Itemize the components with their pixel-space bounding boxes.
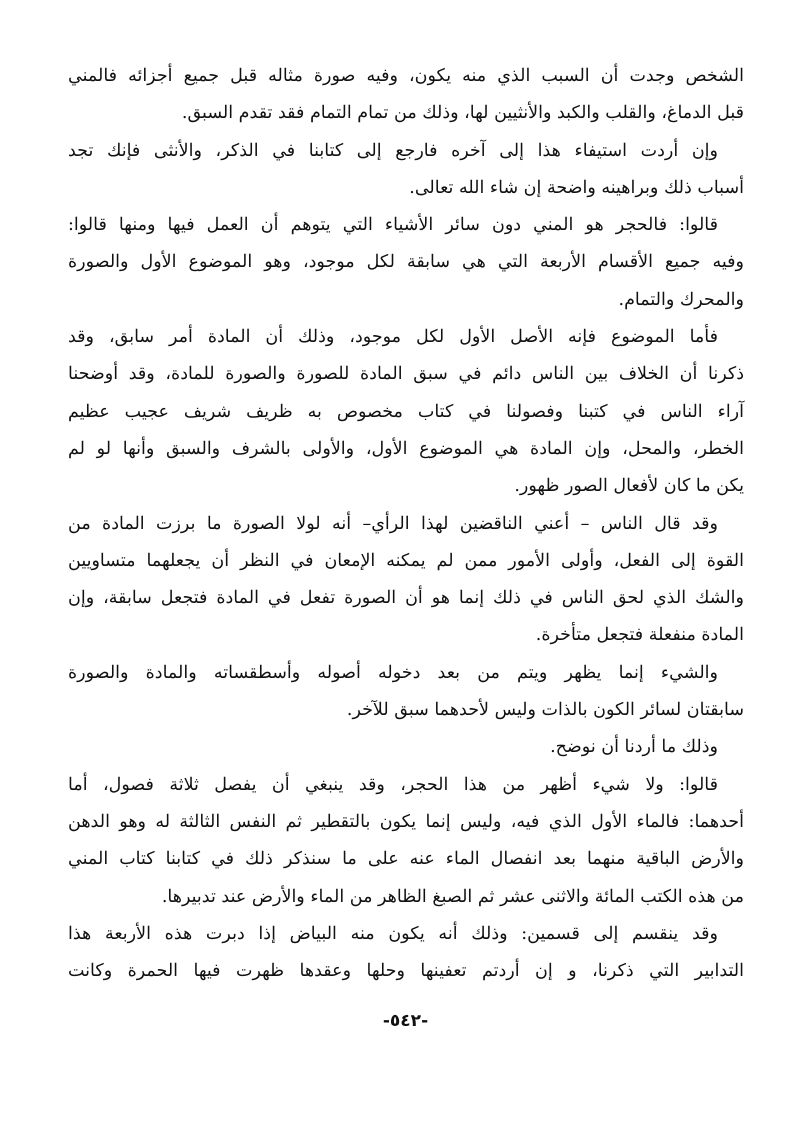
- text-line: آراء الناس في كتبنا وفصولنا في كتاب مخصوص به ظريف شريف عجيب عظيم: [68, 401, 744, 422]
- text-line: قالوا: ولا شيء أظهر من هذا الحجر، وقد ينبغي أن يفصل ثلاثة فصول، أما: [68, 774, 718, 795]
- text-line: من هذه الكتب المائة والاثنى عشر ثم الصبغ الظاهر من الماء والأرض عند تدبيرها.: [161, 886, 744, 907]
- paragraph: [68, 133, 744, 208]
- text-line: ذكرنا أن الخلاف بين الناس دائم في سبق المادة للصورة والصورة للمادة، وقد أوضحنا: [68, 364, 744, 385]
- text-line: وقد ينقسم إلى قسمين: وذلك أنه يكون منه البياض إذا دبرت هذه الأربعة هذا: [68, 923, 718, 944]
- text-line: وإن أردت استيفاء هذا إلى آخره فارجع إلى كتابنا في الذكر، والأنثى فإنك تجد: [68, 140, 718, 161]
- text-line: سابقتان لسائر الكون بالذات وليس لأحدهما سبق للآخر.: [346, 700, 744, 721]
- paragraph: [68, 767, 744, 916]
- text-line: قبل الدماغ، والقلب والكبد والأنثيين لها، وذلك من تمام التمام فقد تقدم السبق.: [181, 103, 744, 124]
- page-body: [68, 58, 744, 990]
- text-line: والمحرك والتمام.: [618, 289, 744, 310]
- text-line: والشيء إنما يظهر ويتم من بعد دخوله أصوله وأسطقساته والمادة والصورة: [68, 662, 718, 683]
- text-line: التدابير التي ذكرنا، و إن أردتم تعفينها وحلها وعقدها ظهرت فيها الحمرة وكانت: [68, 961, 744, 982]
- paragraph: [68, 506, 744, 655]
- text-line: الخطر، والمحل، وإن المادة هي الموضوع الأول، والأولى بالشرف والسبق وأنها لو لم: [68, 438, 744, 459]
- paragraph: [68, 58, 744, 133]
- page-number: -٥٤٢-: [382, 1011, 429, 1031]
- text-line: القوة إلى الفعل، وأولى الأمور ممن لم يمكنه الإمعان في النظر أن يجعلهما متساويين: [68, 550, 744, 571]
- text-line: والشك الذي لحق الناس في ذلك إنما هو أن الصورة تفعل في المادة فتجعل سابقة، وإن: [68, 588, 744, 609]
- text-line: أسباب ذلك وبراهينه واضحة إن شاء الله تعالى.: [409, 177, 744, 198]
- text-line: الشخص وجدت أن السبب الذي منه يكون، وفيه صورة مثاله قبل جميع أجزائه فالمني: [68, 66, 744, 86]
- text-line: وذلك ما أردنا أن نوضح.: [550, 737, 718, 758]
- text-line: يكن ما كان لأفعال الصور ظهور.: [514, 476, 744, 497]
- text-line: أحدهما: فالماء الأول الذي فيه، وليس إنما يكون بالتقطير ثم النفس الثالثة له وهو الدهن: [68, 811, 744, 832]
- text-line: المادة منفعلة فتجعل متأخرة.: [535, 625, 744, 646]
- paragraph: [68, 729, 744, 766]
- text-line: قالوا: فالحجر هو المني دون سائر الأشياء التي يتوهم أن العمل فيها ومنها قالوا:: [68, 215, 718, 236]
- text-line: فأما الموضوع فإنه الأصل الأول لكل موجود، وذلك أن المادة أمر سابق، وقد: [68, 327, 718, 348]
- text-line: وفيه جميع الأقسام الأربعة التي هي سابقة لكل موجود، وهو الموضوع الأول والصورة: [68, 252, 744, 273]
- text-line: والأرض الباقية منهما بعد انفصال الماء عنه على ما سنذكر ذلك في كتابنا كتاب المني: [68, 849, 744, 870]
- paragraph: [68, 916, 744, 991]
- paragraph: [68, 319, 744, 505]
- paragraph: [68, 655, 744, 730]
- paragraph: [68, 207, 744, 319]
- text-line: وقد قال الناس – أعني الناقضين لهذا الرأي– أنه لولا الصورة ما برزت المادة من: [68, 513, 718, 534]
